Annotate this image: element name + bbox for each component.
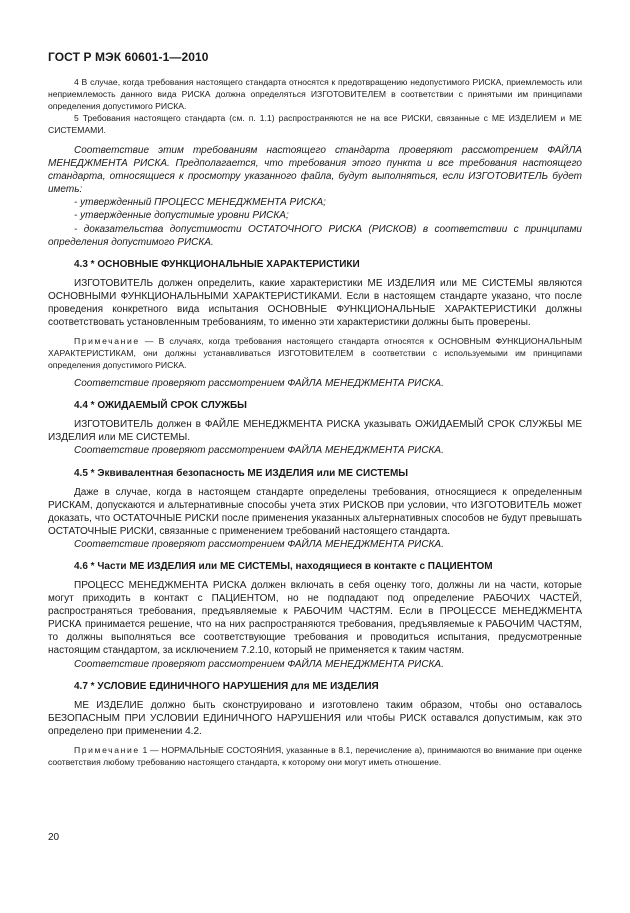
section-4-7-note [48,744,582,768]
section-4-5-compliance: Соответствие проверяют рассмотрением ФАЙЛА МЕНЕДЖМЕНТА РИСКА. [74,538,444,550]
page-body [48,76,582,768]
note-label: Примечание [74,744,140,755]
section-heading-4-6: 4.6 * Части МЕ ИЗДЕЛИЯ или МЕ СИСТЕМЫ, находящиеся в контакте с ПАЦИЕНТОМ [74,560,493,572]
compliance-item-3: - доказательства допустимости ОСТАТОЧНОГО РИСКА (РИСКОВ) в соответствии с принципами определения допустимого РИСКА. [48,223,582,248]
section-4-7-text: МЕ ИЗДЕЛИЕ должно быть сконструировано и изготовлено таким образом, чтобы оно оставалось БЕЗОПАСНЫМ ПРИ УСЛОВИИ ЕДИНИЧНОГО НАРУШЕНИЯ или чтобы РИСК оставался допустимым, как это определено при применении 4.2. [48,699,582,737]
section-heading-4-7: 4.7 * УСЛОВИЕ ЕДИНИЧНОГО НАРУШЕНИЯ для МЕ ИЗДЕЛИЯ [74,680,379,692]
section-4-3-compliance: Соответствие проверяют рассмотрением ФАЙЛА МЕНЕДЖМЕНТА РИСКА. [74,378,444,390]
section-heading-4-4: 4.4 * ОЖИДАЕМЫЙ СРОК СЛУЖБЫ [74,400,247,412]
compliance-intro: Соответствие этим требованиям настоящего стандарта проверяют рассмотрением ФАЙЛА МЕНЕДЖМЕНТА РИСКА. Предполагается, что требования этого пункта и все требования настоящего стандарта, относящиеся к просмотру указанного файла, будут выполняться, если ИЗГОТОВИТЕЛЬ будет иметь: [48,145,582,196]
compliance-item-2: - утвержденные допустимые уровни РИСКА; [74,210,289,222]
section-heading-4-3: 4.3 * ОСНОВНЫЕ ФУНКЦИОНАЛЬНЫЕ ХАРАКТЕРИСТИКИ [74,258,360,270]
section-4-6-compliance: Соответствие проверяют рассмотрением ФАЙЛА МЕНЕДЖМЕНТА РИСКА. [74,658,444,670]
footnote-5: 5 Требования настоящего стандарта (см. п. 1.1) распространяются не на все РИСКИ, связанные с МЕ ИЗДЕЛИЕМ и МЕ СИСТЕМАМИ. [48,113,582,135]
section-4-6-text: ПРОЦЕСС МЕНЕДЖМЕНТА РИСКА должен включать в себя оценку того, должны ли на части, которые могут приходить в контакт с ПАЦИЕНТОМ, но не подпадают под определение РАБОЧИХ ЧАСТЕЙ, распространяться требования, предъявляемые к РАБОЧИМ ЧАСТЯМ. Если в ПРОЦЕССЕ МЕНЕДЖМЕНТА РИСКА принимается решение, что на них распространяются требования, предъявляемые к РАБОЧИМ ЧАСТЯМ, то должны выполняться все соответствующие требования и проводиться испытания, предусмотренные настоящим стандартом, за исключением 7.2.10, который не применяется к таким частям. [48,579,582,657]
section-4-4-text: ИЗГОТОВИТЕЛЬ должен в ФАЙЛЕ МЕНЕДЖМЕНТА РИСКА указывать ОЖИДАЕМЫЙ СРОК СЛУЖБЫ МЕ ИЗДЕЛИЯ или МЕ СИСТЕМЫ. [48,419,582,444]
section-4-5-text: Даже в случае, когда в настоящем стандарте определены требования, относящиеся к определенным РИСКАМ, допускаются и альтернативные способы учета этих РИСКОВ при условии, что ИЗГОТОВИТЕЛЬ может доказать, что ОСТАТОЧНЫЕ РИСКИ после применения указанных альтернативных способов не будут превышать ОСТАТОЧНЫЕ РИСКИ, связанные с применением требований настоящего стандарта. [48,486,582,537]
section-4-3-note [48,335,582,371]
compliance-item-1: - утвержденный ПРОЦЕСС МЕНЕДЖМЕНТА РИСКА; [74,197,326,209]
note-text: 1 — НОРМАЛЬНЫЕ СОСТОЯНИЯ, указанные в 8.1, перечисление а), принимаются во внимание при оценке соответствия любому требованию настоящего стандарта, к которому они могут иметь отношение. [48,744,582,767]
page-number: 20 [48,832,60,843]
section-heading-4-5: 4.5 * Эквивалентная безопасность МЕ ИЗДЕЛИЯ или МЕ СИСТЕМЫ [74,467,409,479]
section-4-3-text: ИЗГОТОВИТЕЛЬ должен определить, какие характеристики МЕ ИЗДЕЛИЯ или МЕ СИСТЕМЫ являются ОСНОВНЫМИ ФУНКЦИОНАЛЬНЫМИ ХАРАКТЕРИСТИКАМИ. Если в настоящем стандарте указано, что после проведения конкретного вида испытания ОСНОВНЫЕ ФУНКЦИОНАЛЬНЫЕ ХАРАКТЕРИСТИКИ должны соответствовать установленным требованиям, то именно эти характеристики должны быть проверены. [48,277,582,329]
document-header: ГОСТ Р МЭК 60601-1—2010 [48,50,209,64]
section-4-4-compliance: Соответствие проверяют рассмотрением ФАЙЛА МЕНЕДЖМЕНТА РИСКА. [74,445,444,457]
note-label: Примечание [74,336,140,347]
footnote-4: 4 В случае, когда требования настоящего стандарта относятся к предотвращению недопустимого РИСКА, приемлемость или неприемлемость данного вида РИСКА должна определяться ИЗГОТОВИТЕЛЕМ в соответствии с принятыми им принципами определения допустимого РИСКА. [48,77,582,111]
note-text: — В случаях, когда требования настоящего стандарта относятся к ОСНОВНЫМ ФУНКЦИОНАЛЬНЫМ ХАРАКТЕРИСТИКАМ, они должны устанавливаться ИЗГОТОВИТЕЛЕМ в соответствии с используемыми им принципами определения допустимого РИСКА. [48,336,582,371]
